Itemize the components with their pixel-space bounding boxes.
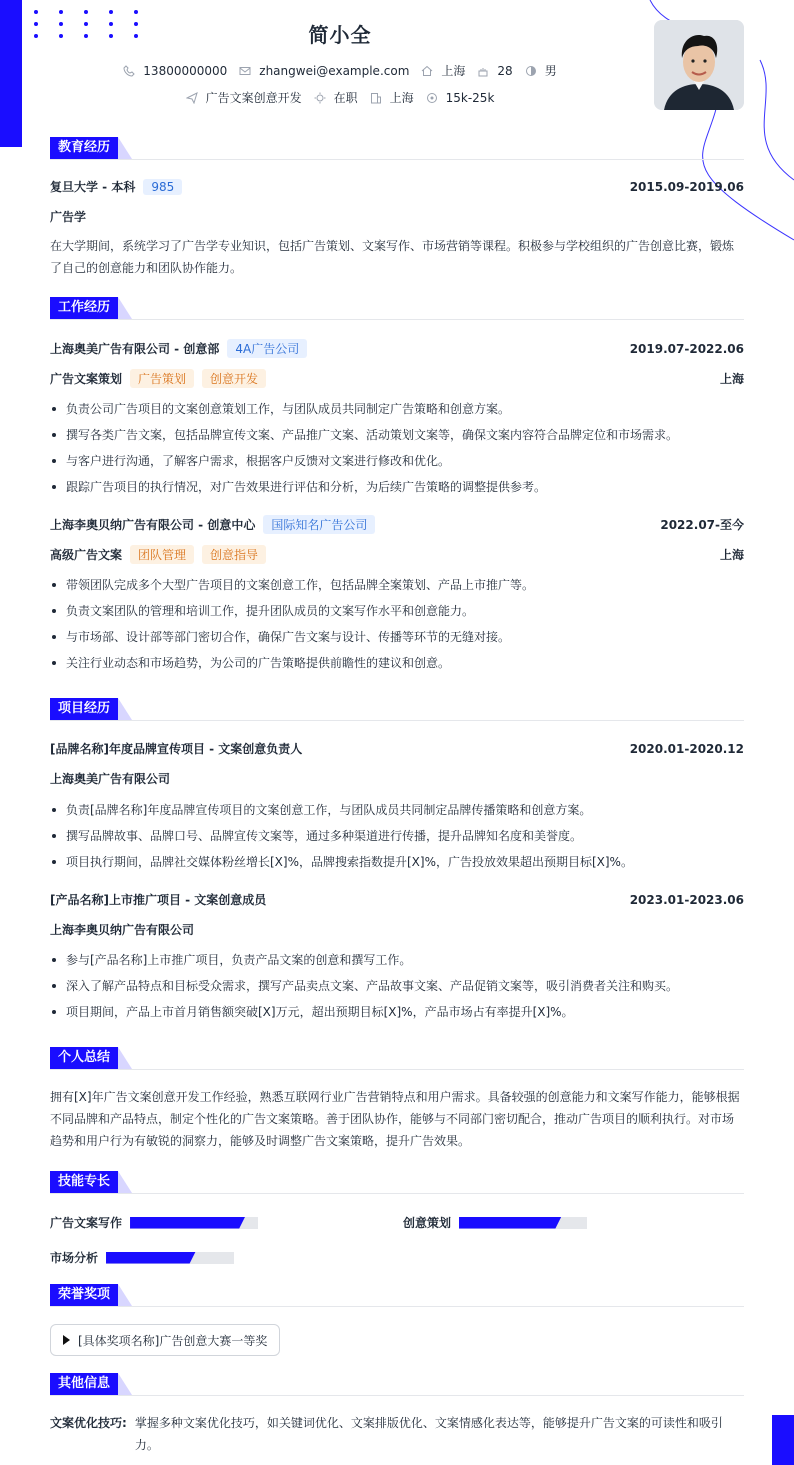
skills-section (50, 1172, 744, 1272)
phone-icon (123, 65, 135, 77)
section-title: 技能专长 (50, 1171, 118, 1193)
company-tag: 国际知名广告公司 (263, 515, 375, 534)
project-bullets (50, 797, 744, 875)
city-text: 上海 (389, 91, 414, 105)
gender-text: 男 (544, 64, 557, 78)
section-title: 其他信息 (50, 1373, 118, 1395)
honors-section (50, 1285, 744, 1360)
job-company: 上海奥美广告有限公司 - 创意部 (50, 342, 220, 356)
project-header-row (50, 891, 744, 908)
section-title: 荣誉奖项 (50, 1284, 118, 1306)
list-item: 关注行业动态和市场趋势，为公司的广告策略提供前瞻性的建议和创意。 (50, 650, 744, 676)
job-header-row (50, 515, 744, 534)
list-item: 跟踪广告项目的执行情况，对广告效果进行评估和分析，为后续广告策略的调整提供参考。 (50, 474, 744, 500)
job-date: 2019.07-2022.06 (629, 341, 744, 356)
section-header (50, 1048, 744, 1070)
phone-text: 13800000000 (143, 63, 228, 78)
honor-text: [具体奖项名称]广告创意大赛一等奖 (78, 1333, 268, 1348)
job-role-row (50, 369, 744, 388)
skill-item (50, 1249, 234, 1266)
play-icon (63, 1335, 70, 1345)
gender-icon (525, 65, 537, 77)
list-item: 负责公司广告项目的文案创意策划工作，与团队成员共同制定广告策略和创意方案。 (50, 396, 744, 422)
project-name: [产品名称]上市推广项目 - 文案创意成员 (50, 893, 267, 907)
status-icon (314, 92, 326, 104)
home-icon (421, 65, 433, 77)
other-item (50, 1412, 744, 1456)
section-header (50, 1172, 744, 1194)
email-text: zhangwei@example.com (259, 63, 410, 78)
role-tag: 团队管理 (130, 545, 194, 564)
list-item: 参与[产品名称]上市推广项目，负责产品文案的创意和撰写工作。 (50, 947, 744, 973)
section-header (50, 138, 744, 160)
mail-icon (239, 65, 251, 77)
honor-item[interactable] (50, 1324, 280, 1356)
project-section (50, 699, 744, 1029)
send-icon (186, 92, 198, 104)
age-text: 28 (497, 63, 513, 78)
list-item: 带领团队完成多个大型广告项目的文案创意工作，包括品牌全案策划、产品上市推广等。 (50, 572, 744, 598)
project-name: [品牌名称]年度品牌宣传项目 - 文案创意负责人 (50, 742, 303, 756)
project-company: 上海奥美广告有限公司 (50, 772, 171, 786)
job-city: 上海 (719, 548, 744, 562)
list-item: 与市场部、设计部等部门密切合作，确保广告文案与设计、传播等环节的无缝对接。 (50, 624, 744, 650)
job-intent-item (186, 89, 302, 106)
job-company: 上海李奥贝纳广告有限公司 - 创意中心 (50, 518, 256, 532)
decor-right-bar (772, 1415, 794, 1465)
education-row (50, 178, 744, 195)
project-bullets (50, 947, 744, 1025)
avatar (654, 20, 744, 110)
education-desc: 在大学期间，系统学习了广告学专业知识，包括广告策划、文案写作、市场营销等课程。积极参与学校组织的广告创意比赛，锻炼了自己的创意能力和团队协作能力。 (50, 239, 735, 275)
education-section (50, 138, 744, 278)
job-bullets (50, 572, 744, 676)
intent-row (0, 89, 680, 106)
city-item (370, 89, 414, 106)
project-date: 2023.01-2023.06 (629, 892, 744, 907)
status-item (314, 89, 358, 106)
skill-item (403, 1214, 587, 1231)
project-company: 上海李奥贝纳广告有限公司 (50, 923, 195, 937)
contact-row (0, 62, 680, 79)
list-item: 撰写各类广告文案，包括品牌宣传文案、产品推广文案、活动策划文案等，确保文案内容符合品牌定位和市场需求。 (50, 422, 744, 448)
education-date: 2015.09-2019.06 (629, 179, 744, 194)
other-key: 文案优化技巧: (50, 1416, 127, 1430)
job-city: 上海 (719, 372, 744, 386)
skill-item (50, 1214, 258, 1231)
section-header (50, 699, 744, 721)
skill-name: 市场分析 (50, 1251, 99, 1265)
project-header-row (50, 740, 744, 757)
project-company-row (50, 770, 744, 787)
list-item: 项目执行期间，品牌社交媒体粉丝增长[X]%，品牌搜索指数提升[X]%，广告投放效果超出预期目标[X]%。 (50, 849, 744, 875)
work-section (50, 298, 744, 678)
section-title: 项目经历 (50, 698, 118, 720)
project-company-row (50, 921, 744, 938)
skill-bar (459, 1217, 587, 1229)
major: 广告学 (50, 210, 87, 224)
job-bullets (50, 396, 744, 500)
job-role-row (50, 545, 744, 564)
location-text: 上海 (441, 64, 466, 78)
job-role: 广告文案策划 (50, 372, 123, 386)
skill-bar-fill (130, 1217, 245, 1229)
building-icon (370, 92, 382, 104)
section-header (50, 1285, 744, 1307)
job-role: 高级广告文案 (50, 548, 123, 562)
resume-header (0, 0, 794, 140)
skill-bar (130, 1217, 258, 1229)
list-item: 负责文案团队的管理和培训工作，提升团队成员的文案写作水平和创意能力。 (50, 598, 744, 624)
list-item: 负责[品牌名称]年度品牌宣传项目的文案创意工作，与团队成员共同制定品牌传播策略和创意方案。 (50, 797, 744, 823)
phone-item (123, 64, 227, 78)
age-icon (477, 65, 489, 77)
section-title: 教育经历 (50, 137, 118, 159)
salary-text: 15k-25k (445, 90, 495, 105)
gender-item (525, 62, 557, 79)
other-value: 掌握多种文案优化技巧，如关键词优化、文案排版优化、文案情感化表达等，能够提升广告文案的可读性和吸引力。 (134, 1416, 723, 1452)
major-row (50, 208, 744, 225)
salary-icon (426, 92, 438, 104)
school-name: 复旦大学 - 本科 (50, 180, 136, 194)
age-item (477, 64, 512, 78)
email-item (239, 64, 409, 78)
summary-section (50, 1048, 744, 1158)
skill-bar-fill (459, 1217, 561, 1229)
company-tag: 4A广告公司 (227, 339, 307, 358)
job-date: 2022.07-至今 (660, 518, 744, 532)
summary-text: 拥有[X]年广告文案创意开发工作经验，熟悉互联网行业广告营销特点和用户需求。具备较强的创意能力和文案写作能力，能够根据不同品牌和产品特点，制定个性化的广告文案策略。善于团队协作，能够与不同部门密切配合，推动广告项目的顺利执行。对市场趋势和用户行为有敏锐的洞察力，能够及时调整广告文案策略，提升广告效果。 (50, 1090, 740, 1148)
skill-name: 创意策划 (403, 1216, 452, 1230)
section-header (50, 298, 744, 320)
list-item: 项目期间，产品上市首月销售额突破[X]万元，超出预期目标[X]%，产品市场占有率提升[X]%。 (50, 999, 744, 1025)
skill-bar-fill (106, 1252, 196, 1264)
role-tag: 广告策划 (130, 369, 194, 388)
skill-bar (106, 1252, 234, 1264)
list-item: 撰写品牌故事、品牌口号、品牌宣传文案等，通过多种渠道进行传播，提升品牌知名度和美誉度。 (50, 823, 744, 849)
section-title: 工作经历 (50, 297, 118, 319)
job-intent-text: 广告文案创意开发 (205, 91, 302, 105)
candidate-name: 简小全 (308, 23, 372, 47)
skill-name: 广告文案写作 (50, 1216, 123, 1230)
section-title: 个人总结 (50, 1047, 118, 1069)
school-tag: 985 (143, 179, 182, 195)
section-header (50, 1374, 744, 1396)
salary-item (426, 91, 495, 105)
job-header-row (50, 339, 744, 358)
other-section (50, 1374, 744, 1459)
role-tag: 创意指导 (202, 545, 266, 564)
status-text: 在职 (333, 91, 358, 105)
location-item (421, 62, 465, 79)
list-item: 与客户进行沟通，了解客户需求，根据客户反馈对文案进行修改和优化。 (50, 448, 744, 474)
list-item: 深入了解产品特点和目标受众需求，撰写产品卖点文案、产品故事文案、产品促销文案等，吸引消费者关注和购买。 (50, 973, 744, 999)
role-tag: 创意开发 (202, 369, 266, 388)
project-date: 2020.01-2020.12 (629, 741, 744, 756)
